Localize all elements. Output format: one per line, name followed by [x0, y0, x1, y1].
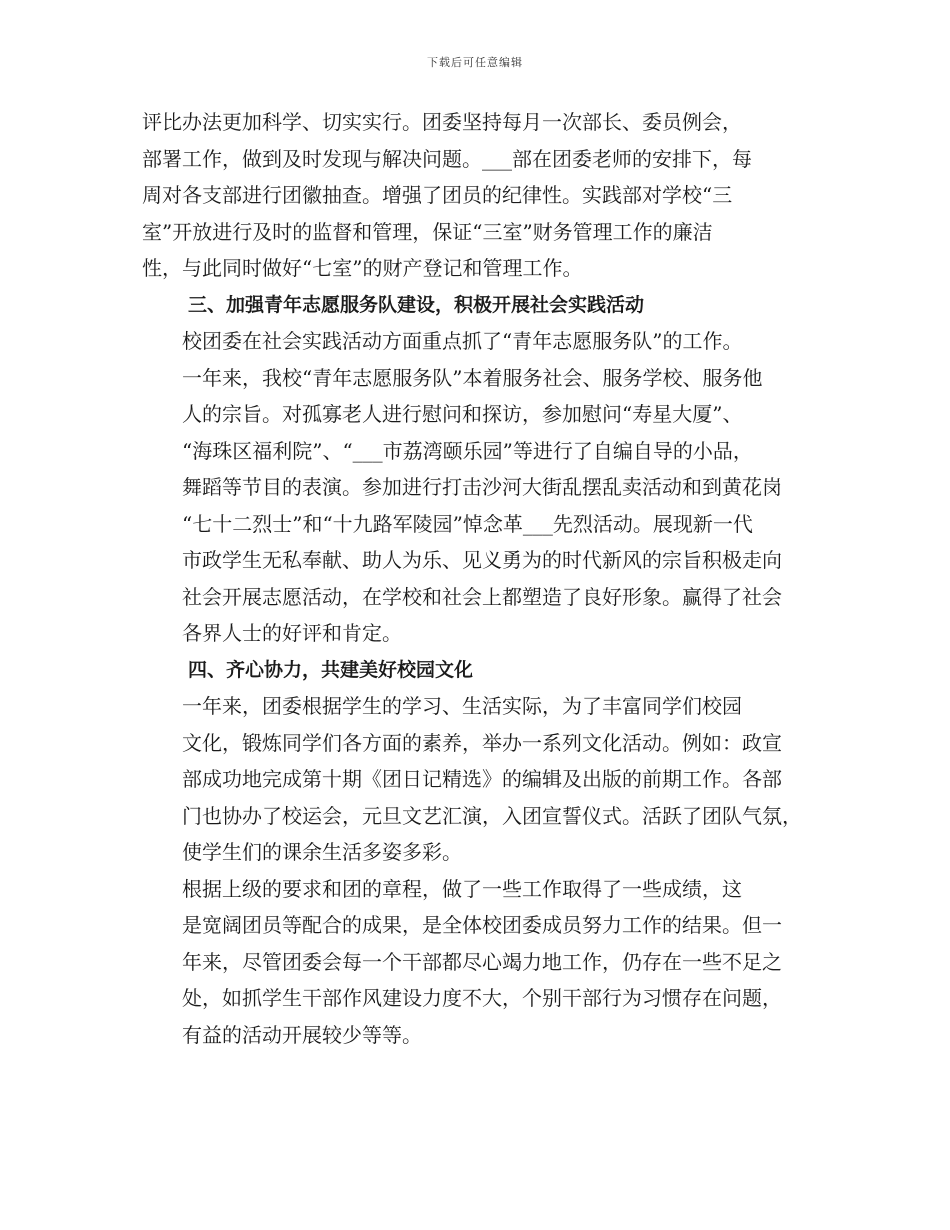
text-line: 有益的活动开展较少等等。: [182, 1022, 422, 1047]
text-line: 处，如抓学生干部作风建设力度不大，个别干部行为习惯存在问题，: [182, 986, 782, 1010]
text-line: 人的宗旨。对孤寡老人进行慰问和探访，参加慰问“寿星大厦”、: [182, 402, 743, 426]
text-line: 社会开展志愿活动，在学校和社会上都塑造了良好形象。赢得了社会: [182, 584, 782, 609]
text-line: 根据上级的要求和团的章程，做了一些工作取得了一些成绩，这: [182, 876, 742, 901]
body-paragraph: [142, 688, 814, 871]
section-heading: [142, 652, 814, 689]
text-line: 四、齐心协力，共建美好校园文化: [188, 658, 474, 681]
text-line: 评比办法更加科学、切实实行。团委坚持每月一次部长、委员例会，: [142, 110, 742, 134]
section-heading: [142, 287, 814, 324]
body-paragraph: [142, 104, 814, 287]
text-line: “七十二烈士”和“十九路军陵园”悼念革___先烈活动。展现新一代: [182, 511, 753, 536]
text-line: 各界人士的好评和肯定。: [182, 621, 402, 645]
text-line: 一年来，团委根据学生的学习、生活实际，为了丰富同学们校园: [182, 694, 742, 718]
text-line: 舞蹈等节目的表演。参加进行打击沙河大街乱摆乱卖活动和到黄花岗: [182, 475, 782, 499]
text-line: 三、加强青年志愿服务队建设，积极开展社会实践活动: [188, 293, 645, 316]
text-line: 部署工作，做到及时发现与解决问题。___部在团委老师的安排下，每: [142, 146, 752, 171]
text-line: 年来，尽管团委会每一个干部都尽心竭力地工作，仍存在一些不足之: [182, 949, 782, 974]
text-line: 文化，锻炼同学们各方面的素养，举办一系列文化活动。例如：政宣: [182, 730, 782, 755]
body-paragraph: [142, 871, 814, 1054]
body-paragraph: [142, 323, 814, 652]
text-line: 一年来，我校“青年志愿服务队”本着服务社会、服务学校、服务他: [182, 365, 763, 390]
text-line: 是宽阔团员等配合的成果，是全体校团委成员努力工作的结果。但一: [182, 913, 782, 937]
text-line: 市政学生无私奉献、助人为乐、见义勇为的时代新风的宗旨积极走向: [182, 548, 782, 572]
text-line: 部成功地完成第十期《团日记精选》的编辑及出版的前期工作。各部: [182, 767, 782, 791]
page-header-note: 下载后可任意编辑: [427, 56, 523, 69]
document-body: [142, 104, 814, 1053]
text-line: 性，与此同时做好“七室”的财产登记和管理工作。: [142, 256, 583, 280]
text-line: 使学生们的课余生活多姿多彩。: [182, 840, 462, 864]
text-line: 门也协办了校运会，元旦文艺汇演，入团宣誓仪式。活跃了团队气氛，: [182, 803, 802, 828]
text-line: 周对各支部进行团徽抽查。增强了团员的纪律性。实践部对学校“三: [142, 183, 733, 207]
text-line: 室”开放进行及时的监督和管理，保证“三室”财务管理工作的廉洁: [142, 219, 713, 244]
text-line: 校团委在社会实践活动方面重点抓了“青年志愿服务队”的工作。: [182, 329, 743, 353]
text-line: “海珠区福利院”、“___市荔湾颐乐园”等进行了自编自导的小品，: [182, 438, 753, 463]
